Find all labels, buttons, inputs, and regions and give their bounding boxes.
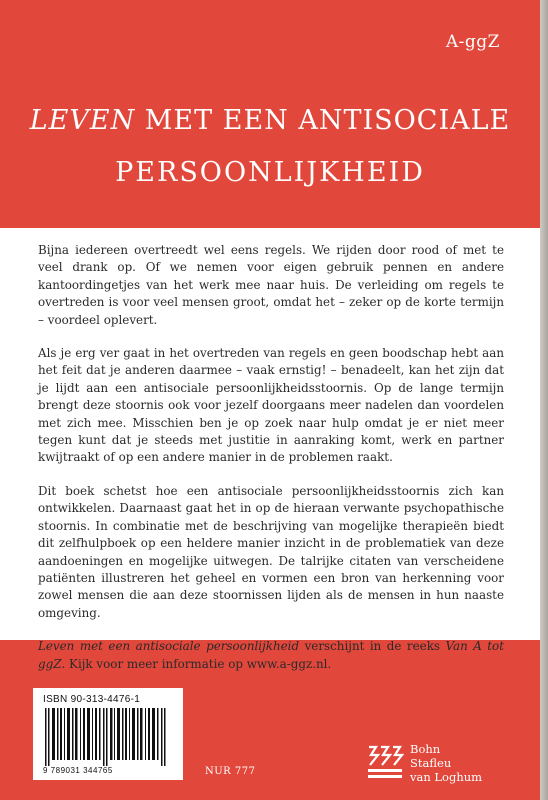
- page-edge: [540, 0, 548, 800]
- blurb-paragraph-1: Bijna iedereen overtreedt wel eens regels. We rijden door rood of met te veel drank op. Of we nemen voor eigen gebruik pennen en andere kantoordingetjes van het werk mee naar huis. De verleiding om regels te overtreden is voor veel mensen groot, omdat het – zeker op de korte termijn – voordeel oplevert.: [38, 243, 504, 327]
- series-tag: A-ggZ: [445, 32, 500, 52]
- barcode-icon: [43, 708, 173, 766]
- publisher-line-1: Bohn: [410, 742, 441, 756]
- blurb-paragraph-3: Dit boek schetst hoe een antisociale persoonlijkheidsstoornis zich kan ontwikkelen. Daarnaast gaat het in op de hieraan verwante psychopathische stoornis. In combinatie met de beschrijving van mogelijke therapieën biedt dit zelfhulpboek op een heldere manier inzicht in de problematiek van deze aandoeningen en mogelijke uitwegen. De talrijke citaten van verscheidene patiënten illustreren het geheel en vormen een bron van herkenning voor zowel mensen die aan deze stoornissen lijden als de mensen in hun naaste omgeving.: [38, 483, 504, 620]
- blurb-panel: [0, 228, 540, 671]
- series-note-text-2: . Kijk voor meer informatie op www.a-ggz.nl.: [61, 656, 332, 671]
- blurb-paragraph-2: Als je erg ver gaat in het overtreden van regels en geen boodschap hebt aan het feit dat je anderen daarmee – vaak ernstig! – benadeelt, kan het zijn dat je lijdt aan een antisociale persoonlijkheidsstoornis. Op de lange termijn brengt deze stoornis ook voor jezelf doorgaans meer nadelen dan voordelen met zich mee. Misschien ben je op zoek naar hulp omdat je er niet meer tegen kunt dat je steeds met justitie in aanraking komt, werk en partner kwijtraakt of op een andere manier in de problemen raakt.: [38, 346, 504, 465]
- barcode-digits: 9 789031 344765: [43, 766, 113, 775]
- barcode-area: [33, 688, 183, 780]
- publisher-line-2: Stafleu: [410, 756, 452, 770]
- book-title-italic: Leven met een antisociale persoonlijkheid: [38, 639, 300, 654]
- title-line-2: PERSOONLIJKHEID: [115, 157, 425, 188]
- title-italic-word: LEVEN: [29, 105, 136, 136]
- publisher-logo-icon: [366, 744, 406, 780]
- series-name-italic: Van A tot ggZ: [38, 639, 504, 671]
- series-note-text-1: verschijnt in de reeks: [299, 639, 446, 654]
- publisher-name: [410, 742, 482, 784]
- title-line-1: [0, 105, 540, 136]
- blurb-text: [38, 242, 504, 689]
- isbn-label: ISBN 90-313-4476-1: [43, 694, 141, 705]
- blurb-series-note: [38, 638, 504, 673]
- nur-code: NUR 777: [205, 766, 256, 777]
- publisher-line-3: van Loghum: [410, 770, 483, 784]
- title-line-1-rest: MET EEN ANTISOCIALE: [135, 105, 511, 136]
